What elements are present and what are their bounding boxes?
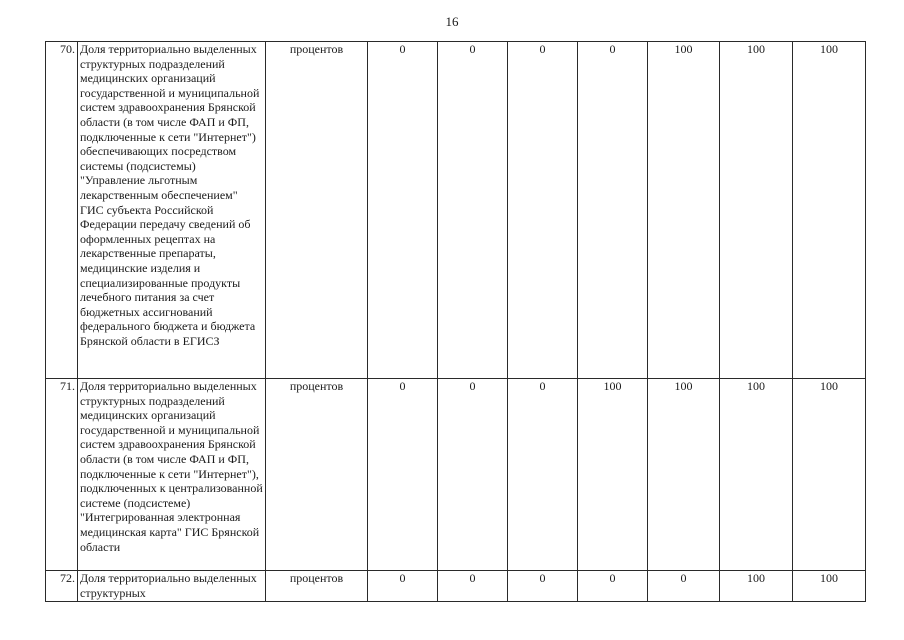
table-row xyxy=(46,379,866,571)
unit-cell: процентов xyxy=(266,42,368,379)
table-row xyxy=(46,571,866,602)
value-cell: 100 xyxy=(648,379,720,571)
value-cell: 0 xyxy=(508,42,578,379)
table-row xyxy=(46,42,866,379)
indicator-description: Доля территориально выделенных структурных подразделений медицинских организаций государственной и муниципальной систем здравоохранения Брянской области (в том числе ФАП и ФП, подключенные к сети "Интернет") обеспечивающих посредством системы (подсистемы) "Управление льготным лекарственным обеспечением" ГИС субъекта Российской Федерации передачу сведений об оформленных рецептах на лекарственные препараты, медицинские изделия и специализированные продукты лечебного питания за счет бюджетных ассигнований федерального бюджета и бюджета Брянской области в ЕГИСЗ xyxy=(78,42,266,379)
value-cell: 100 xyxy=(720,379,793,571)
value-cell: 100 xyxy=(648,42,720,379)
indicators-table xyxy=(45,41,866,602)
row-number: 71. xyxy=(46,379,78,571)
row-number: 72. xyxy=(46,571,78,602)
indicator-description xyxy=(78,571,266,602)
unit-cell: процентов xyxy=(266,379,368,571)
value-cell: 100 xyxy=(720,42,793,379)
indicator-description: Доля территориально выделенных структурных подразделений медицинских организаций государственной и муниципальной систем здравоохранения Брянской области (в том числе ФАП и ФП, подключенные к сети "Интернет"), подключенных к централизованной системе (подсистеме) "Интегрированная электронная медицинская карта" ГИС Брянской области xyxy=(78,379,266,571)
indicator-description-text: Доля территориально выделенных структурных xyxy=(80,571,257,600)
value-cell: 0 xyxy=(368,42,438,379)
row-number: 70. xyxy=(46,42,78,379)
value-cell: 0 xyxy=(438,379,508,571)
value-cell: 0 xyxy=(578,42,648,379)
value-cell: 100 xyxy=(720,571,793,602)
value-cell: 0 xyxy=(438,42,508,379)
value-cell: 0 xyxy=(508,571,578,602)
value-cell: 100 xyxy=(793,379,866,571)
value-cell: 100 xyxy=(793,571,866,602)
value-cell: 0 xyxy=(648,571,720,602)
unit-cell: процентов xyxy=(266,571,368,602)
value-cell: 100 xyxy=(578,379,648,571)
value-cell: 0 xyxy=(578,571,648,602)
value-cell: 0 xyxy=(368,379,438,571)
value-cell: 100 xyxy=(793,42,866,379)
value-cell: 0 xyxy=(368,571,438,602)
value-cell: 0 xyxy=(508,379,578,571)
page-number: 16 xyxy=(445,14,459,29)
value-cell: 0 xyxy=(438,571,508,602)
